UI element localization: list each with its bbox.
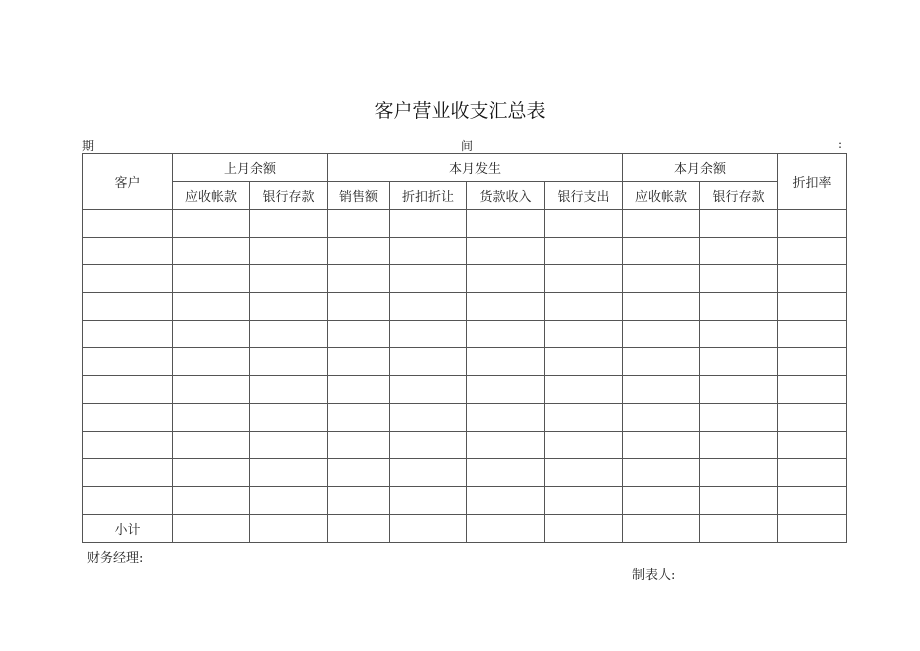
table-cell[interactable]	[700, 348, 778, 376]
table-cell[interactable]	[467, 237, 545, 265]
table-cell[interactable]	[173, 237, 250, 265]
table-cell[interactable]	[623, 514, 700, 542]
table-cell[interactable]	[545, 486, 623, 514]
period-label-left: 期	[82, 139, 95, 153]
table-cell[interactable]	[173, 265, 250, 293]
table-cell[interactable]	[467, 376, 545, 404]
table-cell[interactable]	[250, 265, 328, 293]
header-prev-balance: 上月余额	[173, 154, 328, 182]
table-cell[interactable]	[623, 459, 700, 487]
table-cell[interactable]	[623, 293, 700, 321]
table-cell[interactable]	[328, 348, 390, 376]
table-cell[interactable]	[545, 403, 623, 431]
table-cell[interactable]	[83, 348, 173, 376]
table-cell[interactable]	[250, 237, 328, 265]
table-cell[interactable]	[173, 348, 250, 376]
table-cell[interactable]	[328, 293, 390, 321]
table-cell[interactable]	[250, 459, 328, 487]
table-cell[interactable]	[328, 486, 390, 514]
table-cell[interactable]	[83, 237, 173, 265]
header-customer: 客户	[83, 154, 173, 210]
preparer-label: 制表人:	[632, 568, 676, 583]
table-cell[interactable]	[700, 265, 778, 293]
table-cell[interactable]	[390, 237, 467, 265]
table-cell[interactable]	[390, 514, 467, 542]
table-cell[interactable]	[328, 403, 390, 431]
table-cell[interactable]	[173, 210, 250, 238]
table-cell[interactable]	[83, 210, 173, 238]
table-cell[interactable]	[623, 431, 700, 459]
table-cell[interactable]	[83, 431, 173, 459]
table-cell[interactable]	[778, 514, 847, 542]
table-cell[interactable]	[467, 293, 545, 321]
table-cell[interactable]	[173, 320, 250, 348]
table-cell[interactable]	[623, 237, 700, 265]
table-cell[interactable]	[250, 403, 328, 431]
table-cell[interactable]	[250, 320, 328, 348]
table-cell[interactable]	[390, 348, 467, 376]
table-cell[interactable]	[778, 403, 847, 431]
table-cell[interactable]	[250, 348, 328, 376]
table-cell[interactable]	[545, 265, 623, 293]
table-cell[interactable]	[467, 431, 545, 459]
table-cell[interactable]	[700, 486, 778, 514]
table-cell[interactable]	[250, 431, 328, 459]
table-cell[interactable]	[778, 210, 847, 238]
table-cell[interactable]	[83, 459, 173, 487]
table-cell[interactable]	[623, 376, 700, 404]
table-row	[83, 348, 847, 376]
table-cell[interactable]	[173, 514, 250, 542]
table-cell[interactable]	[623, 210, 700, 238]
table-cell[interactable]	[250, 210, 328, 238]
subheader-discount-allowance: 折扣折让	[390, 182, 467, 210]
table-cell[interactable]	[173, 403, 250, 431]
table-row	[83, 210, 847, 238]
subheader-end-receivable: 应收帐款	[623, 182, 700, 210]
table-cell[interactable]	[545, 320, 623, 348]
period-label-mid: 间	[461, 139, 474, 153]
table-cell[interactable]	[390, 431, 467, 459]
table-cell[interactable]	[173, 459, 250, 487]
finance-manager-label: 财务经理:	[87, 551, 144, 566]
table-row	[83, 265, 847, 293]
table-cell[interactable]	[83, 320, 173, 348]
table-cell[interactable]	[545, 210, 623, 238]
table-cell[interactable]	[467, 514, 545, 542]
table-cell[interactable]	[545, 459, 623, 487]
table-cell[interactable]	[328, 210, 390, 238]
table-row	[83, 237, 847, 265]
table-cell[interactable]	[390, 320, 467, 348]
subheader-prev-receivable: 应收帐款	[173, 182, 250, 210]
table-row	[83, 320, 847, 348]
table-cell[interactable]	[623, 265, 700, 293]
table-cell[interactable]	[390, 486, 467, 514]
header-discount-rate: 折扣率	[778, 154, 847, 210]
table-row	[83, 431, 847, 459]
table-cell[interactable]	[390, 265, 467, 293]
table-cell[interactable]	[778, 293, 847, 321]
table-cell[interactable]	[700, 431, 778, 459]
table-cell[interactable]	[467, 210, 545, 238]
subtotal-label: 小计	[83, 514, 173, 542]
table-cell[interactable]	[545, 431, 623, 459]
table-cell[interactable]	[173, 293, 250, 321]
table-cell[interactable]	[700, 320, 778, 348]
table-cell[interactable]	[700, 403, 778, 431]
table-cell[interactable]	[467, 403, 545, 431]
table-cell[interactable]	[328, 376, 390, 404]
table-cell[interactable]	[545, 293, 623, 321]
table-cell[interactable]	[623, 320, 700, 348]
table-cell[interactable]	[328, 431, 390, 459]
form-title: 客户营业收支汇总表	[374, 100, 546, 122]
table-row	[83, 486, 847, 514]
table-cell[interactable]	[173, 431, 250, 459]
period-label-right: :	[838, 137, 843, 151]
table-cell[interactable]	[83, 265, 173, 293]
table-row	[83, 293, 847, 321]
table-cell[interactable]	[778, 431, 847, 459]
table-cell[interactable]	[328, 320, 390, 348]
table-cell[interactable]	[250, 376, 328, 404]
subheader-bank-expense: 银行支出	[545, 182, 623, 210]
table-cell[interactable]	[700, 514, 778, 542]
subheader-payment-income: 货款收入	[467, 182, 545, 210]
table-cell[interactable]	[700, 459, 778, 487]
table-cell[interactable]	[328, 237, 390, 265]
subheader-end-bank-deposit: 银行存款	[700, 182, 778, 210]
table-cell[interactable]	[328, 459, 390, 487]
table-cell[interactable]	[778, 265, 847, 293]
table-cell[interactable]	[778, 486, 847, 514]
table-cell[interactable]	[390, 376, 467, 404]
table-cell[interactable]	[390, 459, 467, 487]
table-cell[interactable]	[467, 320, 545, 348]
table-cell[interactable]	[778, 348, 847, 376]
table-cell[interactable]	[83, 293, 173, 321]
summary-table	[82, 153, 847, 543]
subheader-sales: 销售额	[328, 182, 390, 210]
table-cell[interactable]	[700, 376, 778, 404]
table-cell[interactable]	[545, 376, 623, 404]
table-cell[interactable]	[173, 486, 250, 514]
table-cell[interactable]	[700, 293, 778, 321]
table-cell[interactable]	[545, 237, 623, 265]
table-cell[interactable]	[467, 265, 545, 293]
table-cell[interactable]	[545, 514, 623, 542]
table-cell[interactable]	[623, 486, 700, 514]
table-row	[83, 459, 847, 487]
table-cell[interactable]	[390, 210, 467, 238]
table-cell[interactable]	[328, 514, 390, 542]
table-cell[interactable]	[83, 403, 173, 431]
table-cell[interactable]	[467, 459, 545, 487]
header-current-activity: 本月发生	[328, 154, 623, 182]
table-cell[interactable]	[83, 486, 173, 514]
table-cell[interactable]	[250, 486, 328, 514]
table-cell[interactable]	[250, 293, 328, 321]
table-cell[interactable]	[467, 486, 545, 514]
subheader-prev-bank-deposit: 银行存款	[250, 182, 328, 210]
table-cell[interactable]	[700, 210, 778, 238]
table-cell[interactable]	[778, 237, 847, 265]
table-cell[interactable]	[700, 237, 778, 265]
table-cell[interactable]	[467, 348, 545, 376]
table-cell[interactable]	[390, 293, 467, 321]
table-row	[83, 376, 847, 404]
header-end-balance: 本月余额	[623, 154, 778, 182]
table-cell[interactable]	[778, 376, 847, 404]
table-cell[interactable]	[623, 403, 700, 431]
table-cell[interactable]	[778, 320, 847, 348]
table-cell[interactable]	[83, 376, 173, 404]
table-cell[interactable]	[390, 403, 467, 431]
table-cell[interactable]	[173, 376, 250, 404]
table-cell[interactable]	[623, 348, 700, 376]
table-row	[83, 403, 847, 431]
table-cell[interactable]	[328, 265, 390, 293]
table-cell[interactable]	[545, 348, 623, 376]
table-cell[interactable]	[778, 459, 847, 487]
table-cell[interactable]	[250, 514, 328, 542]
